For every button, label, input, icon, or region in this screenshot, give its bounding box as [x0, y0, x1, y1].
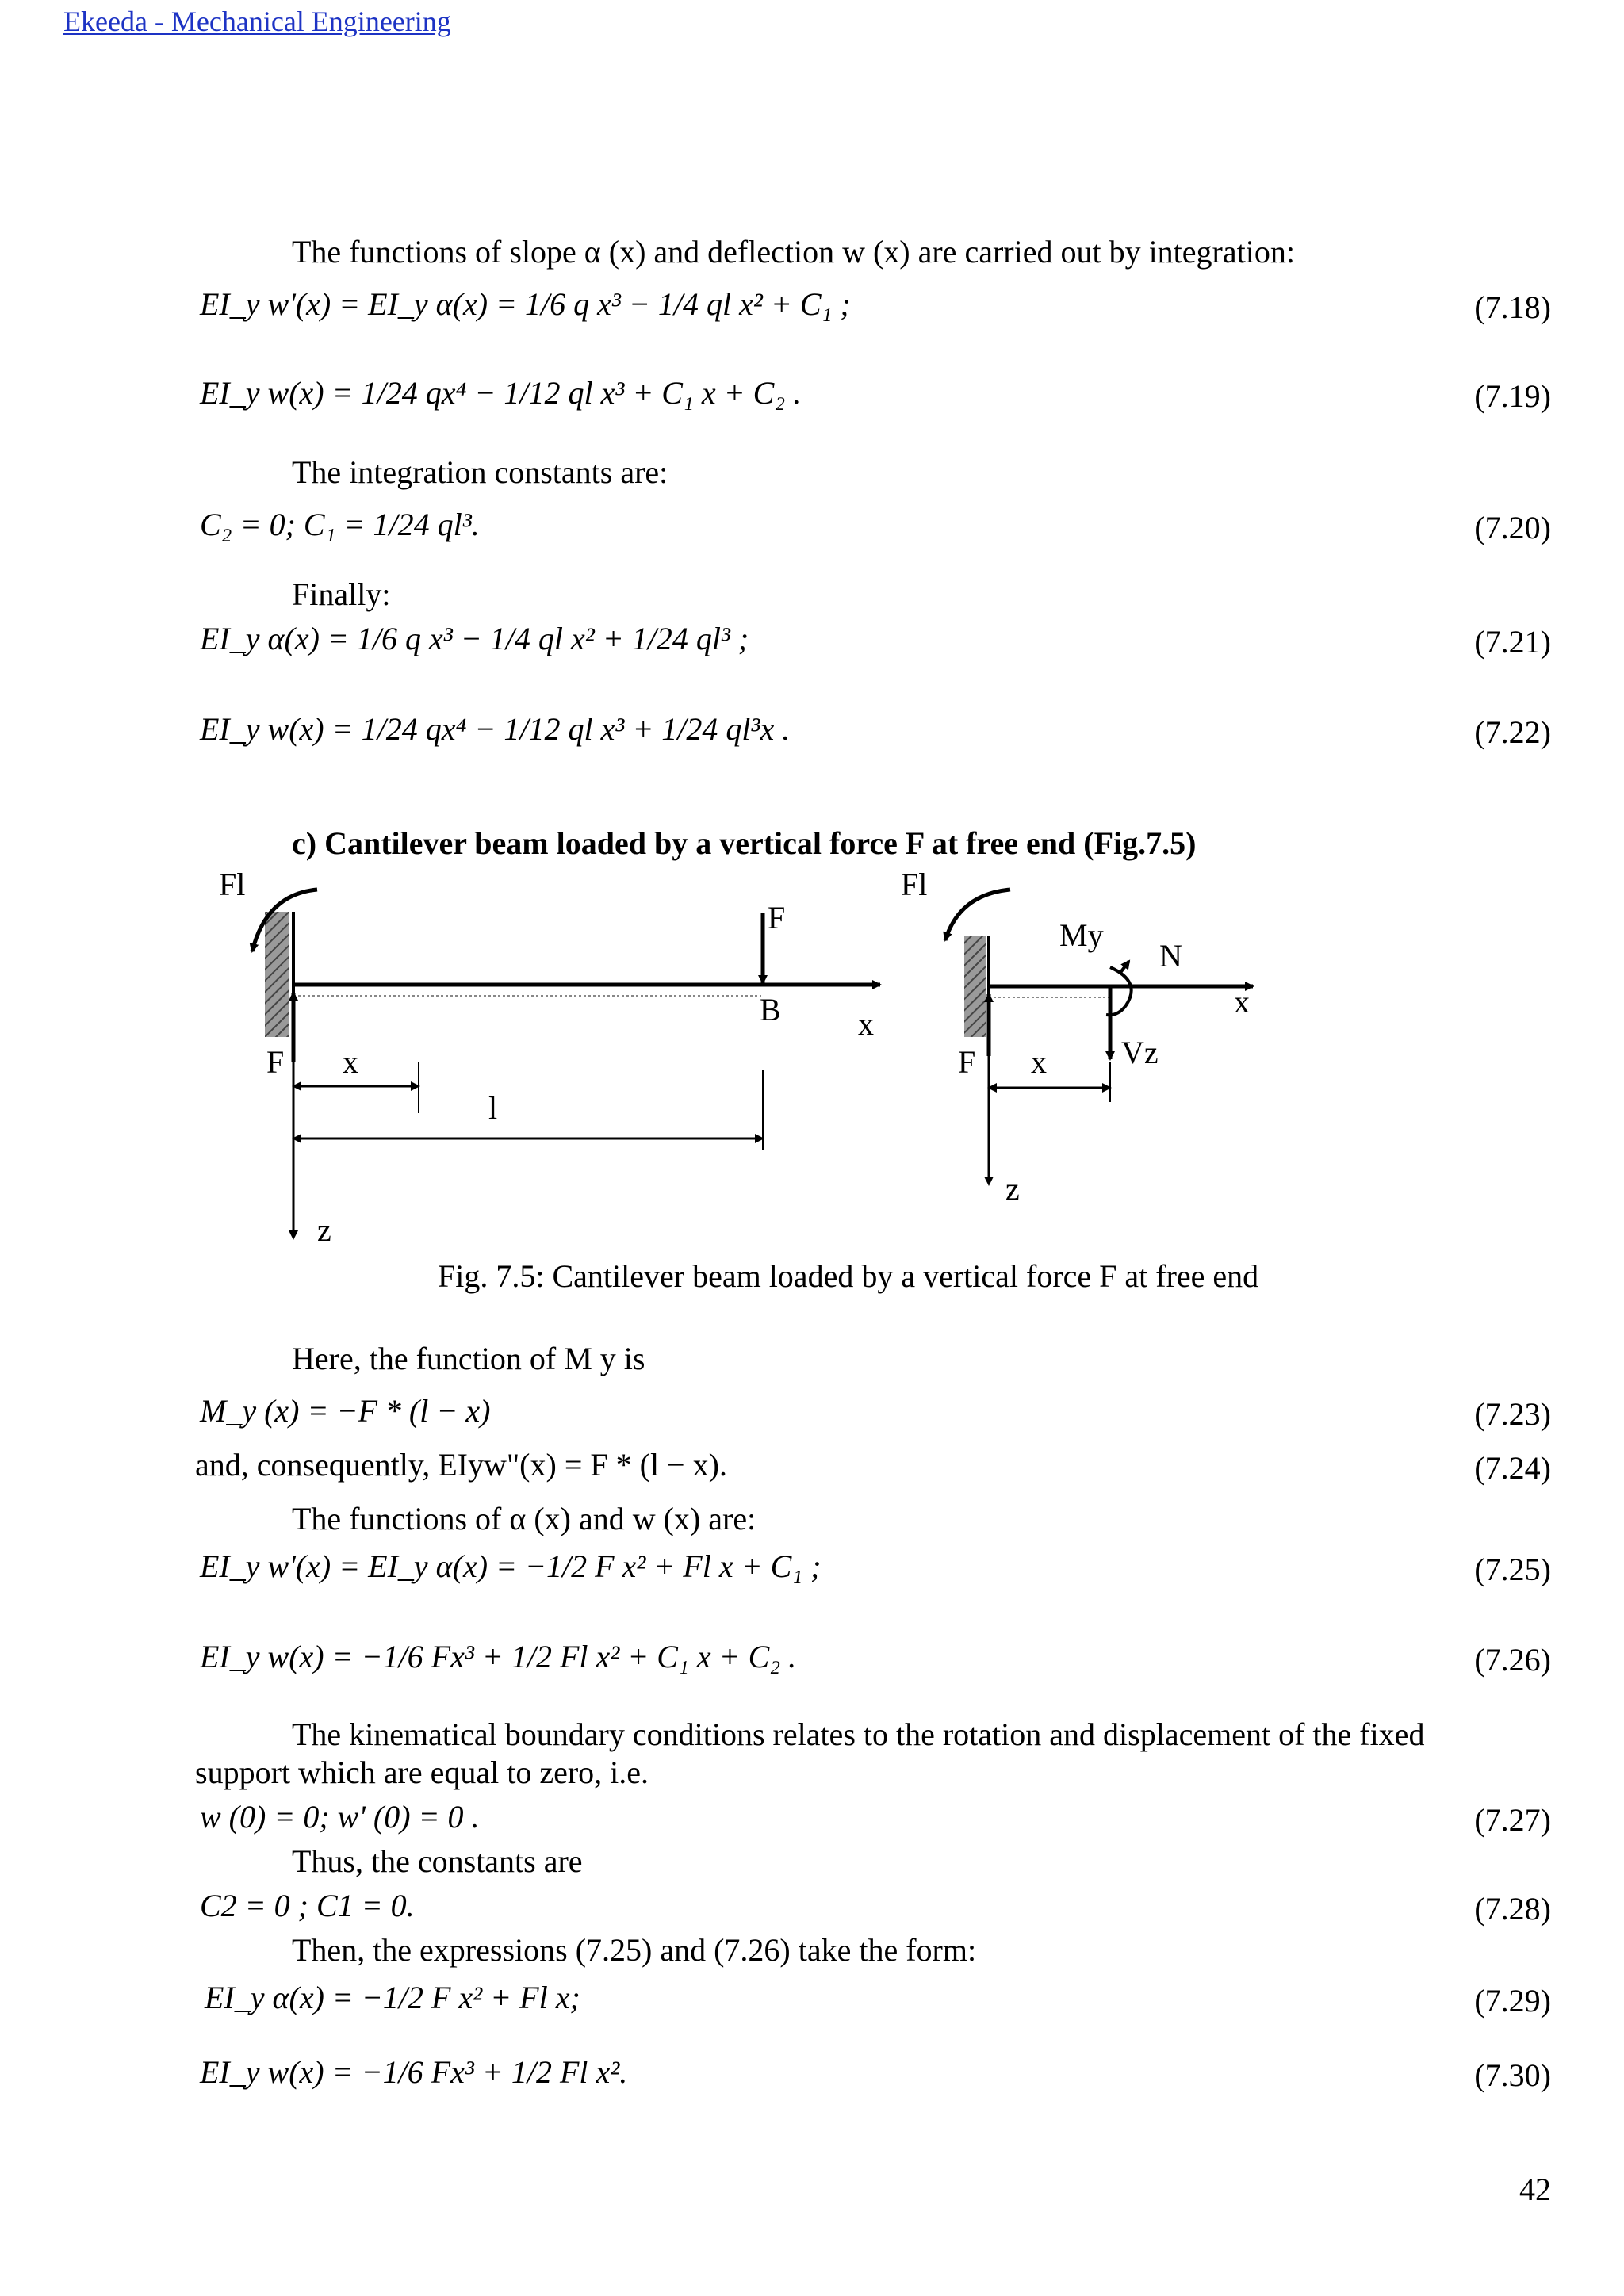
paragraph-then: Then, the expressions (7.25) and (7.26) take the form: [292, 1932, 977, 1968]
equation-number-7-27: (7.27) [1474, 1802, 1551, 1838]
equation-number-7-29: (7.29) [1474, 1983, 1551, 2019]
equation-number-7-30: (7.30) [1474, 2057, 1551, 2093]
fig-right-z-axis-label: z [1005, 1171, 1020, 1207]
equation-number-7-20: (7.20) [1474, 510, 1551, 545]
fig-right-support-force-label: F [958, 1044, 976, 1080]
fig-right-x-dimension-label: x [1031, 1044, 1047, 1080]
fig-left-moment-label: Fl [219, 867, 246, 902]
equation-number-7-24: (7.24) [1474, 1450, 1551, 1486]
equation-number-7-26: (7.26) [1474, 1642, 1551, 1678]
equation-7-30: EI_y w(x) = −1/6 Fx³ + 1/2 Fl x². [200, 2054, 628, 2090]
equation-number-7-21: (7.21) [1474, 624, 1551, 660]
fig-right-x-axis-label: x [1234, 984, 1250, 1020]
fig-right-vz-label: Vz [1121, 1035, 1159, 1070]
equation-7-25: EI_y w'(x) = EI_y α(x) = −1/2 F x² + Fl x + C₁ ; [200, 1548, 822, 1584]
fig-left-x-axis-label: x [858, 1006, 874, 1042]
equation-7-28: C2 = 0 ; C1 = 0. [200, 1888, 415, 1923]
paragraph-kinematical-line1: The kinematical boundary conditions relates to the rotation and displacement of the fixed [292, 1716, 1425, 1752]
paragraph-thus: Thus, the constants are [292, 1843, 583, 1879]
equation-number-7-23: (7.23) [1474, 1396, 1551, 1432]
moment-arc-right [945, 890, 1010, 940]
equation-number-7-28: (7.28) [1474, 1891, 1551, 1927]
paragraph-consequently: and, consequently, EIyw"(x) = F * (l − x). [195, 1447, 727, 1483]
fig-left-point-b-label: B [760, 992, 781, 1027]
fig-left-z-axis-label: z [317, 1212, 331, 1248]
equation-7-23: M_y (x) = −F * (l − x) [200, 1393, 491, 1429]
equation-7-27: w (0) = 0; w' (0) = 0 . [200, 1799, 480, 1835]
fig-left-x-dimension-label: x [343, 1044, 358, 1080]
fixed-support-left [265, 912, 289, 1037]
section-heading: c) Cantilever beam loaded by a vertical force F at free end (Fig.7.5) [292, 825, 1197, 861]
equation-number-7-25: (7.25) [1474, 1552, 1551, 1587]
paragraph-kinematical-line2: support which are equal to zero, i.e. [195, 1755, 649, 1790]
fixed-support-right [964, 936, 986, 1037]
fig-right-my-label: My [1059, 917, 1104, 953]
equation-number-7-18: (7.18) [1474, 289, 1551, 325]
figure-caption: Fig. 7.5: Cantilever beam loaded by a vertical force F at free end [438, 1258, 1259, 1294]
paragraph-slope-deflection: The functions of slope α (x) and deflection w (x) are carried out by integration: [292, 234, 1295, 270]
equation-7-26: EI_y w(x) = −1/6 Fx³ + 1/2 Fl x² + C₁ x + C₂ . [200, 1639, 797, 1674]
equation-7-20: C₂ = 0; C₁ = 1/24 ql³. [200, 507, 480, 542]
equation-7-21: EI_y α(x) = 1/6 q x³ − 1/4 ql x² + 1/24 ql³ ; [200, 621, 749, 656]
fig-right-n-label: N [1159, 938, 1182, 974]
equation-number-7-19: (7.19) [1474, 378, 1551, 414]
fig-right-moment-label: Fl [901, 867, 928, 902]
header-link[interactable]: Ekeeda - Mechanical Engineering [63, 6, 451, 37]
fig-left-force-label: F [768, 900, 786, 936]
paragraph-finally: Finally: [292, 576, 391, 612]
equation-7-29: EI_y α(x) = −1/2 F x² + Fl x; [205, 1980, 580, 2015]
fig-left-support-force-label: F [266, 1044, 285, 1080]
equation-7-22: EI_y w(x) = 1/24 qx⁴ − 1/12 ql x³ + 1/24 ql³x . [200, 711, 791, 747]
paragraph-functions-alpha-w: The functions of α (x) and w (x) are: [292, 1501, 756, 1536]
equation-7-18: EI_y w'(x) = EI_y α(x) = 1/6 q x³ − 1/4 ql x² + C₁ ; [200, 286, 851, 322]
paragraph-integration-constants: The integration constants are: [292, 454, 668, 490]
equation-number-7-22: (7.22) [1474, 714, 1551, 750]
equation-7-19: EI_y w(x) = 1/24 qx⁴ − 1/12 ql x³ + C₁ x + C₂ . [200, 375, 802, 411]
page-number: 42 [1519, 2172, 1551, 2207]
paragraph-function-my: Here, the function of M y is [292, 1341, 645, 1376]
fig-left-l-dimension-label: l [488, 1090, 498, 1126]
